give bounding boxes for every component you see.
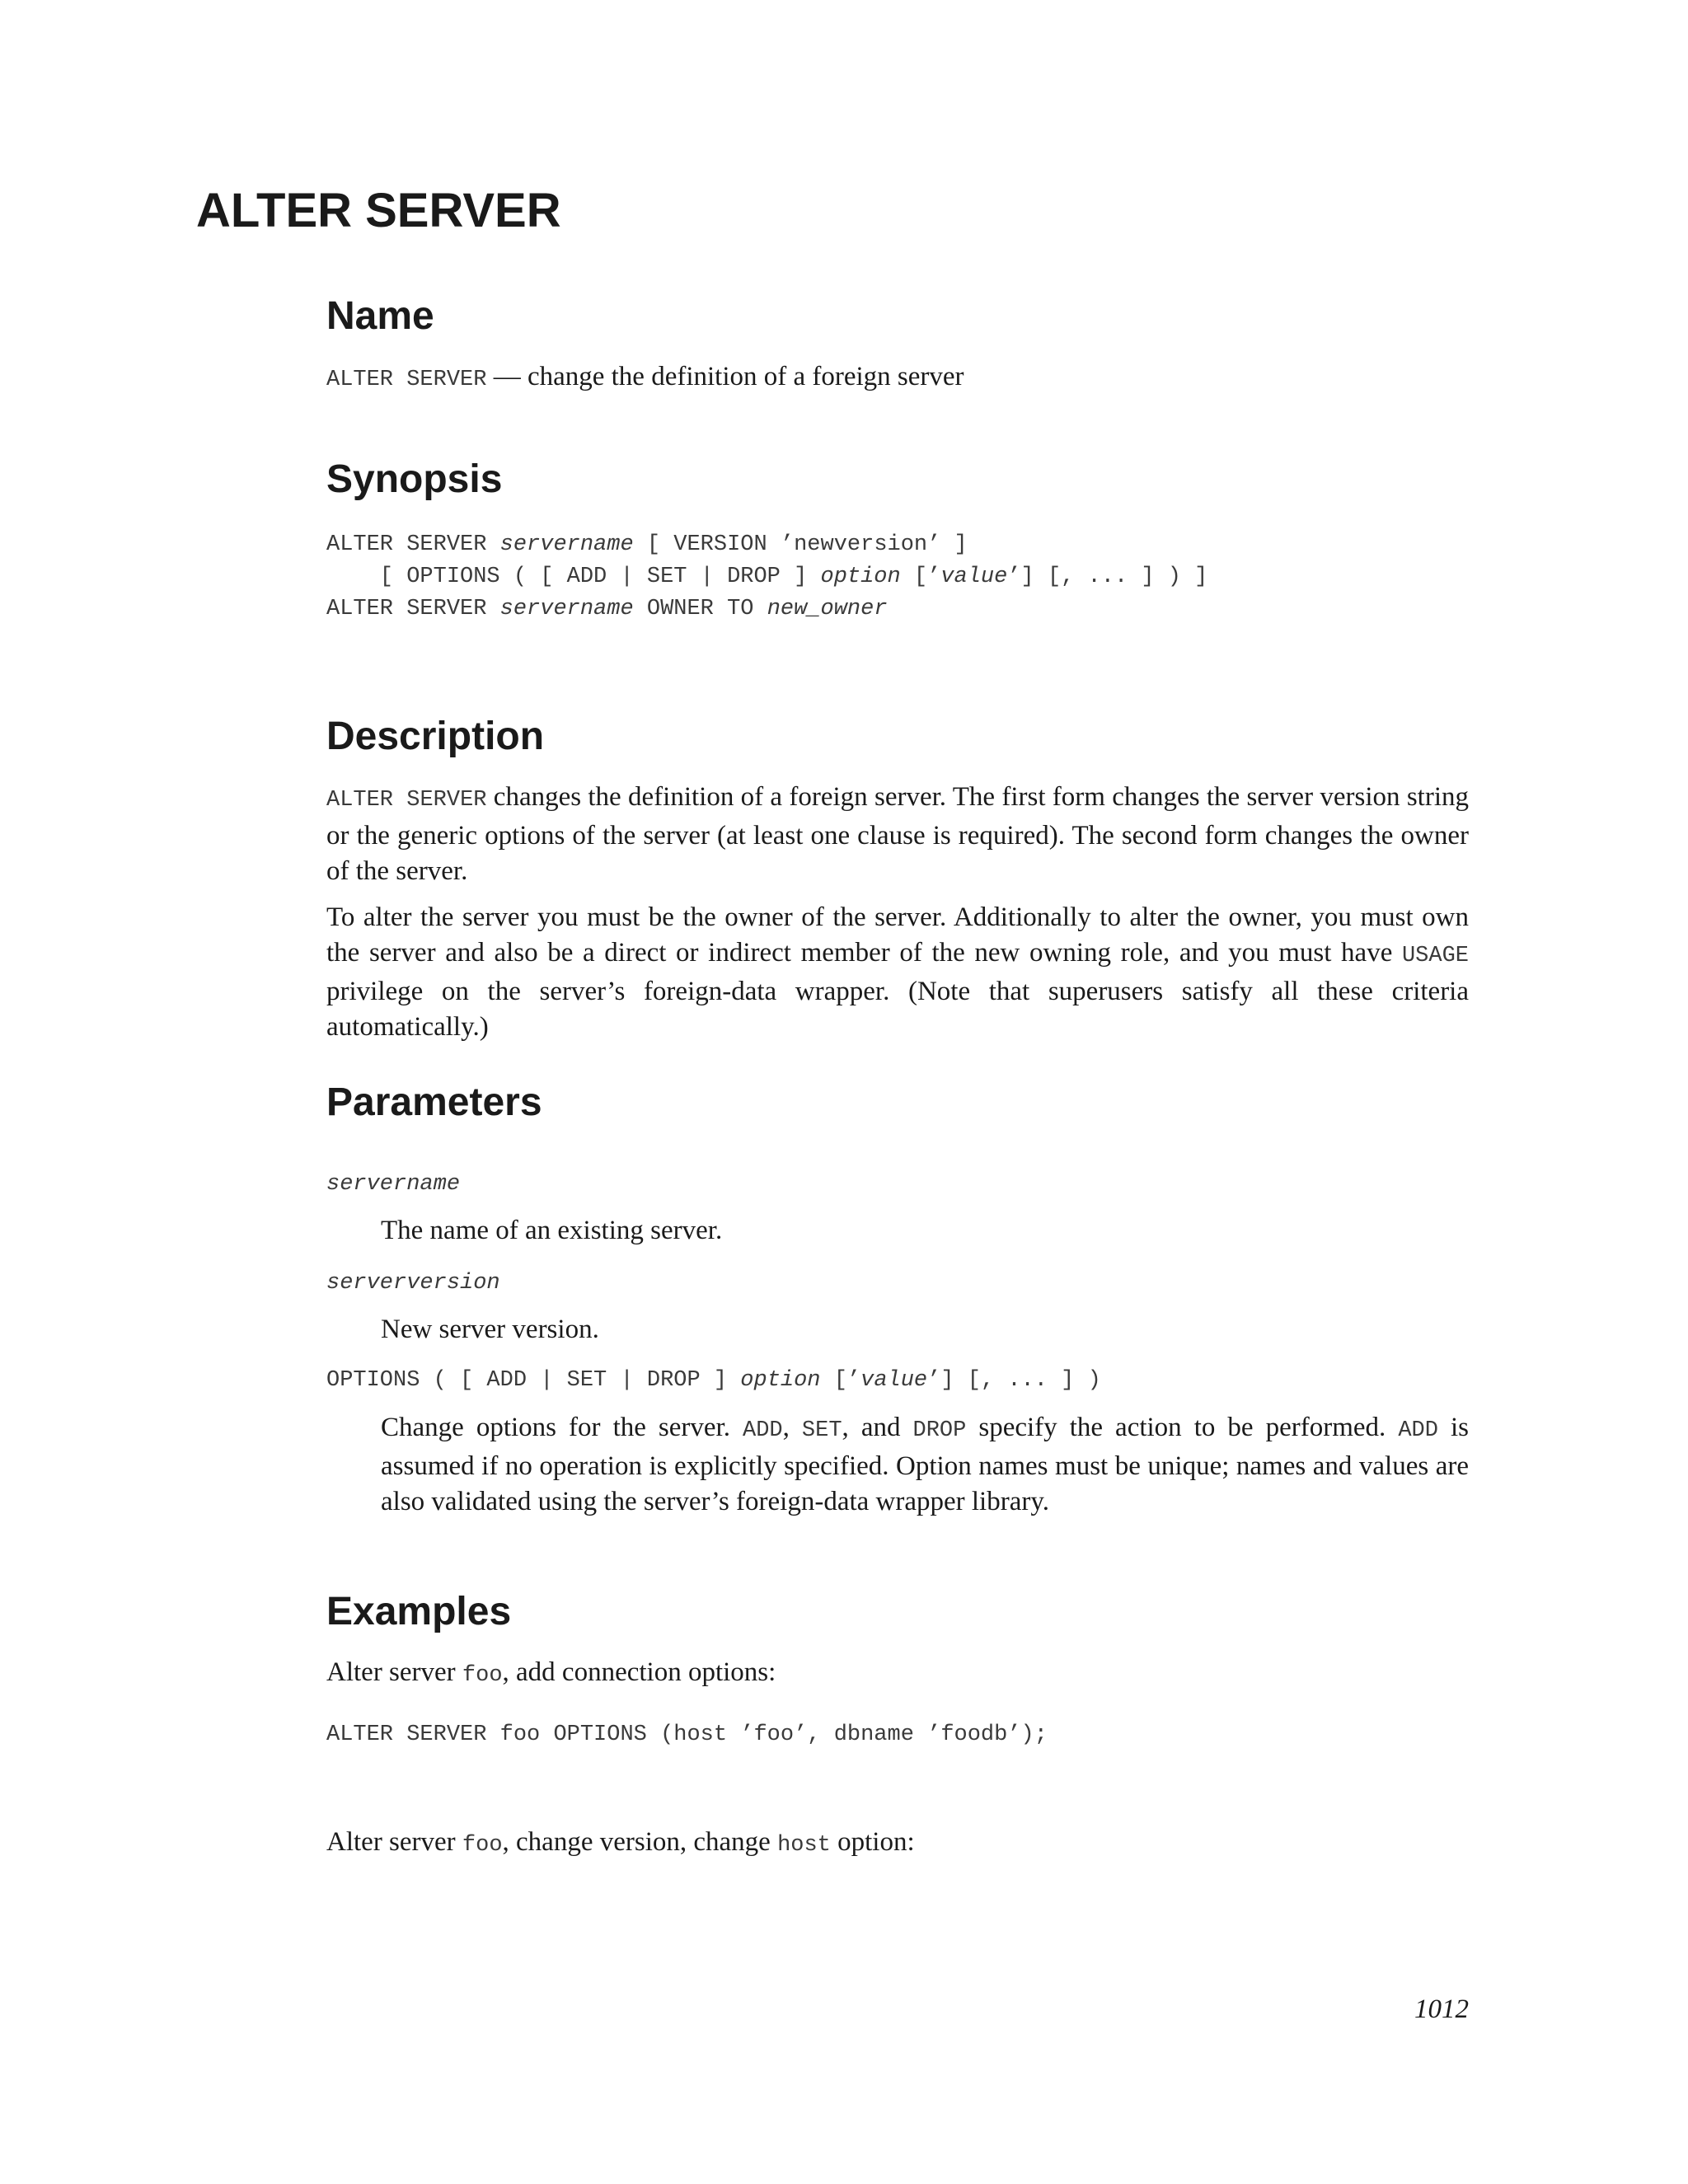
parameter-description <box>381 1410 1469 1520</box>
parameter-text: ’] [, ... ] ) <box>927 1368 1101 1393</box>
paragraph-text: specify the action to be performed. <box>966 1413 1399 1442</box>
inline-code: SET <box>801 1418 842 1443</box>
example-code-1: ALTER SERVER foo OPTIONS (host ’foo’, dbname ’foodb’); <box>326 1722 1048 1747</box>
inline-code: ALTER SERVER <box>326 788 487 813</box>
example-caption-2 <box>326 1825 1469 1863</box>
synopsis-text: ALTER SERVER <box>326 532 500 557</box>
synopsis-text: OWNER TO <box>633 597 767 621</box>
synopsis-text: [’ <box>900 565 941 589</box>
synopsis-placeholder: servername <box>499 532 634 557</box>
name-heading: Name <box>326 294 434 338</box>
synopsis-heading: Synopsis <box>326 457 503 501</box>
synopsis-text: ALTER SERVER <box>326 597 500 621</box>
paragraph-text: , and <box>842 1413 913 1442</box>
synopsis-placeholder: servername <box>499 597 634 621</box>
paragraph-text: Alter server <box>326 1657 462 1687</box>
paragraph-text: Alter server <box>326 1827 462 1857</box>
description-paragraph-1 <box>326 780 1469 889</box>
parameter-name: servername <box>326 1172 461 1197</box>
paragraph-text: privilege on the server’s foreign-data wrapper. (Note that superusers satisfy all these criteria automatically.) <box>326 977 1469 1042</box>
parameter-term <box>326 1365 1101 1397</box>
synopsis-placeholder: option <box>820 565 901 589</box>
name-line <box>326 359 1469 398</box>
inline-code: ADD <box>743 1418 783 1443</box>
paragraph-text: , <box>782 1413 802 1442</box>
example-caption-1 <box>326 1655 1469 1694</box>
parameters-heading: Parameters <box>326 1080 542 1124</box>
inline-code: USAGE <box>1401 944 1469 968</box>
parameter-text: OPTIONS ( [ ADD | SET | DROP ] <box>326 1368 741 1393</box>
paragraph-text: is assumed if no operation is explicitly specified. Option names must be unique; names and values are also validated using the server’s foreign-data wrapper library. <box>381 1413 1470 1516</box>
paragraph-text: option: <box>830 1827 915 1857</box>
description-heading: Description <box>326 715 545 758</box>
description-paragraph-2 <box>326 900 1469 1045</box>
synopsis-placeholder: new_owner <box>767 597 888 621</box>
parameter-term <box>326 1268 500 1300</box>
command-name: ALTER SERVER <box>326 368 487 392</box>
inline-code: foo <box>462 1663 503 1688</box>
parameter-text: [’ <box>820 1368 861 1393</box>
examples-heading: Examples <box>326 1590 512 1633</box>
synopsis-text: [ VERSION ’newversion’ ] <box>633 532 968 557</box>
paragraph-text: , change version, change <box>502 1827 778 1857</box>
inline-code: ADD <box>1398 1418 1438 1443</box>
synopsis-placeholder: value <box>940 565 1008 589</box>
synopsis-code <box>326 529 1207 626</box>
paragraph-text: changes the definition of a foreign server. The first form changes the server version string or the generic options of the server (at least one clause is required). The second form changes the owner of the server. <box>326 782 1469 886</box>
inline-code: host <box>777 1833 831 1858</box>
parameter-name: serverversion <box>326 1271 500 1296</box>
paragraph-text: To alter the server you must be the owner of the server. Additionally to alter the owner, you must own the server and also be a direct or indirect member of the new owning role, and you must have <box>326 902 1469 968</box>
command-summary: — change the definition of a foreign server <box>486 362 964 391</box>
parameter-description: The name of an existing server. <box>381 1216 723 1245</box>
page-number: 1012 <box>1414 1994 1469 2024</box>
synopsis-text: ’] [, ... ] ) ] <box>1007 565 1208 589</box>
parameter-placeholder: option <box>740 1368 821 1393</box>
parameter-term <box>326 1169 460 1201</box>
parameter-description: New server version. <box>381 1315 599 1344</box>
inline-code: DROP <box>912 1418 967 1443</box>
paragraph-text: Change options for the server. <box>381 1413 743 1442</box>
parameter-placeholder: value <box>860 1368 928 1393</box>
inline-code: foo <box>462 1833 503 1858</box>
synopsis-text: [ OPTIONS ( [ ADD | SET | DROP ] <box>326 565 821 589</box>
page-title: ALTER SERVER <box>196 184 561 237</box>
paragraph-text: , add connection options: <box>502 1657 776 1687</box>
